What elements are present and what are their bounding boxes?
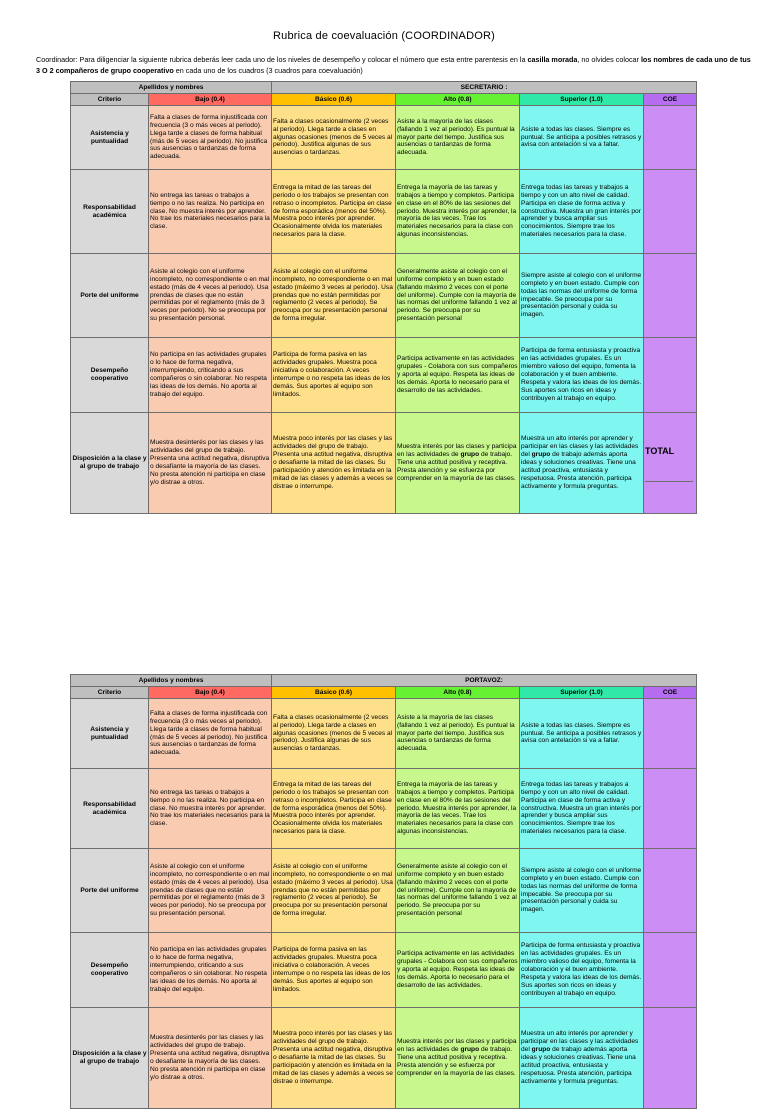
criterion-name: Porte del uniforme [71,254,149,338]
alto-header: Alto (0.8) [396,687,520,699]
sup-text-pre: Muestra un alto interés por aprender y participar en las clases y las actividades del [521,1030,639,1054]
table-row [71,413,697,514]
apellidos-header: Apellidos y nombres [71,675,272,687]
basico-descriptor: Falta a clases ocasionalmente (2 veces al periodo). Llega tarde a clases en algunas ocasiones (menos de 5 veces al periodo). Justifica algunas de sus ausencias o tardanzas. [272,699,396,769]
alto-text-post: de trabajo. Tiene una actitud positiva y receptiva. Presta atención y se esfuerza por comprender en la mayoría de las clases. [397,451,516,482]
table-row [71,170,697,254]
alto-header: Alto (0.8) [396,94,520,106]
superior-descriptor: Entrega todas las tareas y trabajos a tiempo y con un alto nivel de calidad. Participa en clase de forma activa y constructiva. Muestra un gran interés por aprender y busca ampliar sus conocimientos. Siempre trae los materiales necesarios para la clase. [520,170,644,254]
role-name-cell[interactable]: PORTAVOZ: [272,675,697,687]
basico-descriptor: Entrega la mitad de las tareas del periodo o los trabajos se presentan con retraso o incompletos. Participa en clase de forma esporádica (menos del 50%). Muestra poco interés por aprender. Ocasionalmente olvida los materiales necesarios para la clase. [272,769,396,849]
instructions [36,54,756,76]
criterio-header: Criterio [71,94,149,106]
bajo-descriptor: No participa en las actividades grupales o lo hace de forma negativa, interrumpiendo, criticando a sus compañeros o sin colaborar. No respeta las ideas de los demás. No aporta al trabajo del equipo. [149,933,272,1008]
criterion-name: Desempeño cooperativo [71,338,149,413]
bajo-descriptor: Muestra desinterés por las clases y las actividades del grupo de trabajo. Presenta una actitud negativa, disruptiva o desafiante la mayoría de las clases. No presta atención ni participa en clase y/o distrae a otros. [149,413,272,514]
criterion-name: Responsabilidad académica [71,769,149,849]
alto-text-pre: Muestra interés por las clases y participa en las actividades de [397,1038,517,1054]
basico-descriptor: Asiste al colegio con el uniforme incompleto, no correspondiente o en mal estado (máximo 3 veces al periodo). Usa prendas que no están permitidas por reglamento (2 veces al periodo). Se preocupa por su presentación personal de forma irregular. [272,849,396,933]
criterion-name: Desempeño cooperativo [71,933,149,1008]
superior-descriptor: Participa de forma entusiasta y proactiva en las actividades grupales. Es un miembro valioso del equipo, fomenta la colaboración y el buen ambiente. Respeta y valora las ideas de los demás. Sus aportes son ricos en ideas y contribuyen al trabajo en equipo. [520,338,644,413]
coe-score-cell[interactable] [644,254,697,338]
intro-bold-2: los nombres de cada uno de tus 3 O 2 compañeros de grupo cooperativo [36,55,751,75]
bajo-header: Bajo (0.4) [149,94,272,106]
table-row [71,849,697,933]
basico-descriptor: Muestra poco interés por las clases y las actividades del grupo de trabajo. Presenta una actitud negativa, disruptiva o desafiante la mitad de las clases. Su participación y atención es limitada en la mitad de las clases y además a veces se distrae o interrumpe. [272,1008,396,1109]
sup-text-pre: Muestra un alto interés por aprender y participar en las clases y las actividades del [521,435,639,459]
basico-descriptor: Muestra poco interés por las clases y las actividades del grupo de trabajo. Presenta una actitud negativa, disruptiva o desafiante la mitad de las clases. Su participación y atención es limitada en la mitad de las clases y además a veces se distrae o interrumpe. [272,413,396,514]
criterion-name: Asistencia y puntualidad [71,699,149,769]
role-name-cell[interactable]: SECRETARIO : [272,82,697,94]
criterion-name: Responsabilidad académica [71,170,149,254]
coe-score-cell[interactable] [644,338,697,413]
intro-text-2: , no olvides colocar [577,55,641,64]
basico-descriptor: Asiste al colegio con el uniforme incompleto, no correspondiente o en mal estado (máximo 3 veces al periodo). Usa prendas que no están permitidas por reglamento (2 veces al periodo). Se preocupa por su presentación personal de forma irregular. [272,254,396,338]
alto-descriptor: Generalmente asiste al colegio con el uniforme completo y en buen estado (fallando máximo 2 veces con el porte del uniforme). Cumple con la mayoría de las normas del uniforme fallando 1 vez al periodo. Se preocupa por su presentación personal [396,254,520,338]
alto-descriptor [396,413,520,514]
alto-text-post: de trabajo. Tiene una actitud positiva y receptiva. Presta atención y se esfuerza por comprender en la mayoría de las clases. [397,1046,516,1077]
table-row [71,769,697,849]
total-line [645,455,693,482]
bajo-descriptor: No entrega las tareas o trabajos a tiempo o no las realiza. No participa en clase. No muestra interés por aprender. No trae los materiales necesarios para la clase. [149,170,272,254]
table-row [71,338,697,413]
superior-descriptor: Asiste a todas las clases. Siempre es puntual. Se anticipa a posibles retrasos y avisa con antelación si va a faltar. [520,699,644,769]
bajo-descriptor: Asiste al colegio con el uniforme incompleto, no correspondiente o en mal estado (más de 4 veces al periodo). Usa prendas de clases que no están permitidas por el reglamento (más de 3 veces por periodo). No se preocupa por su presentación personal. [149,254,272,338]
rubric-table-secretario [70,81,697,514]
alto-descriptor: Generalmente asiste al colegio con el uniforme completo y en buen estado (fallando máximo 2 veces con el porte del uniforme). Cumple con la mayoría de las normas del uniforme fallando 1 vez al periodo. Se preocupa por su presentación personal [396,849,520,933]
table-row [71,933,697,1008]
alto-text-bold: grupo [460,1046,480,1054]
superior-descriptor: Siempre asiste al colegio con el uniforme completo y en buen estado. Cumple con todas las normas del uniforme de forma impecable. Se preocupa por su presentación personal y cuida su imagen. [520,849,644,933]
table-row [71,699,697,769]
criterio-header: Criterio [71,687,149,699]
criterion-name: Porte del uniforme [71,849,149,933]
sup-text-bold: grupo [531,1046,551,1054]
alto-descriptor [396,1008,520,1109]
superior-descriptor: Siempre asiste al colegio con el uniforme completo y en buen estado. Cumple con todas las normas del uniforme de forma impecable. Se preocupa por su presentación personal y cuida su imagen. [520,254,644,338]
coe-total-cell[interactable] [644,413,697,514]
alto-text-pre: Muestra interés por las clases y participa en las actividades de [397,443,517,459]
basico-descriptor: Entrega la mitad de las tareas del periodo o los trabajos se presentan con retraso o incompletos. Participa en clase de forma esporádica (menos del 50%). Muestra poco interés por aprender. Ocasionalmente olvida los materiales necesarios para la clase. [272,170,396,254]
coe-header: COE [644,687,697,699]
coe-score-cell[interactable] [644,933,697,1008]
criterion-name: Disposición a la clase y al grupo de trabajo [71,1008,149,1109]
coe-score-cell[interactable] [644,769,697,849]
coe-score-cell[interactable] [644,1008,697,1109]
table-row [71,1008,697,1109]
alto-text-bold: grupo [460,451,480,459]
superior-descriptor [520,413,644,514]
coe-score-cell[interactable] [644,170,697,254]
sup-text-post: de trabajo además aporta ideas y soluciones creativas. Tiene una actitud proactiva, entusiasta y respetuosa. Presta atención, participa activamente y formula preguntas. [521,451,636,490]
alto-descriptor: Participa activamente en las actividades grupales - Colabora con sus compañeros y aporta al equipo. Respeta las ideas de los demás. Aporta lo necesario para el desarrollo de las actividades. [396,338,520,413]
superior-header: Superior (1.0) [520,94,644,106]
alto-descriptor: Entrega la mayoría de las tareas y trabajos a tiempo y completos. Participa en clase en el 80% de las sesiones del periodo. Muestra interés por aprender, la mayoría de las veces. Trae los materiales necesarios para la clase con algunas inconsistencias. [396,170,520,254]
criterion-name: Disposición a la clase y al grupo de trabajo [71,413,149,514]
bajo-descriptor: No entrega las tareas o trabajos a tiempo o no las realiza. No participa en clase. No muestra interés por aprender. No trae los materiales necesarios para la clase. [149,769,272,849]
basico-descriptor: Falta a clases ocasionalmente (2 veces al periodo). Llega tarde a clases en algunas ocasiones (menos de 5 veces al periodo). Justifica algunas de sus ausencias o tardanzas. [272,106,396,170]
bajo-descriptor: No participa en las actividades grupales o lo hace de forma negativa, interrumpiendo, criticando a sus compañeros o sin colaborar. No respeta las ideas de los demás. No aporta al trabajo del equipo. [149,338,272,413]
intro-text-3: en cada uno de los cuadros (3 cuadros para coevaluación) [173,66,363,75]
bajo-descriptor: Muestra desinterés por las clases y las actividades del grupo de trabajo. Presenta una actitud negativa, disruptiva o desafiante la mayoría de las clases. No presta atención ni participa en clase y/o distrae a otros. [149,1008,272,1109]
sup-text-post: de trabajo además aporta ideas y soluciones creativas. Tiene una actitud proactiva, entusiasta y respetuosa. Presta atención, participa activamente y formula preguntas. [521,1046,636,1085]
table-row [71,254,697,338]
bajo-header: Bajo (0.4) [149,687,272,699]
coe-score-cell[interactable] [644,849,697,933]
basico-descriptor: Participa de forma pasiva en las actividades grupales. Muestra poca iniciativa o colaboración. A veces interrumpe o no respeta las ideas de los demás. Sus aportes al equipo son limitados. [272,338,396,413]
apellidos-header: Apellidos y nombres [71,82,272,94]
intro-text-1: Coordinador: Para diligenciar la siguiente rubrica deberás leer cada uno de los niveles de desempeño y colocar el número que esta entre parentesis en la [36,55,528,64]
basico-descriptor: Participa de forma pasiva en las actividades grupales. Muestra poca iniciativa o colaboración. A veces interrumpe o no respeta las ideas de los demás. Sus aportes al equipo son limitados. [272,933,396,1008]
superior-descriptor [520,1008,644,1109]
superior-descriptor: Asiste a todas las clases. Siempre es puntual. Se anticipa a posibles retrasos y avisa con antelación si va a faltar. [520,106,644,170]
alto-descriptor: Entrega la mayoría de las tareas y trabajos a tiempo y completos. Participa en clase en el 80% de las sesiones del periodo. Muestra interés por aprender, la mayoría de las veces. Trae los materiales necesarios para la clase con algunas inconsistencias. [396,769,520,849]
basico-header: Básico (0.6) [272,94,396,106]
bajo-descriptor: Falta a clases de forma injustificada con frecuencia (3 o más veces al periodo). Llega tarde a clases de forma habitual (más de 5 veces al periodo). No justifica sus ausencias o tardanzas de forma adecuada. [149,106,272,170]
bajo-descriptor: Asiste al colegio con el uniforme incompleto, no correspondiente o en mal estado (más de 4 veces al periodo). Usa prendas de clases que no están permitidas por el reglamento (más de 3 veces por periodo). No se preocupa por su presentación personal. [149,849,272,933]
bajo-descriptor: Falta a clases de forma injustificada con frecuencia (3 o más veces al periodo). Llega tarde a clases de forma habitual (más de 5 veces al periodo). No justifica sus ausencias o tardanzas de forma adecuada. [149,699,272,769]
alto-descriptor: Asiste a la mayoría de las clases (fallando 1 vez al periodo). Es puntual la mayor parte del tiempo. Justifica sus ausencias o tardanzas de forma adecuada. [396,699,520,769]
rubric-table-portavoz [70,674,697,1109]
superior-descriptor: Participa de forma entusiasta y proactiva en las actividades grupales. Es un miembro valioso del equipo, fomenta la colaboración y el buen ambiente. Respeta y valora las ideas de los demás. Sus aportes son ricos en ideas y contribuyen al trabajo en equipo. [520,933,644,1008]
intro-bold-1: casilla morada [527,55,578,64]
criterion-name: Asistencia y puntualidad [71,106,149,170]
superior-header: Superior (1.0) [520,687,644,699]
coe-score-cell[interactable] [644,699,697,769]
sup-text-bold: grupo [531,451,551,459]
total-label: TOTAL [645,445,675,456]
alto-descriptor: Participa activamente en las actividades grupales - Colabora con sus compañeros y aporta al equipo. Respeta las ideas de los demás. Aporta lo necesario para el desarrollo de las actividades. [396,933,520,1008]
basico-header: Básico (0.6) [272,687,396,699]
coe-score-cell[interactable] [644,106,697,170]
page-title: Rubrica de coevaluación (COORDINADOR) [273,30,495,42]
table-row [71,106,697,170]
coe-header: COE [644,94,697,106]
alto-descriptor: Asiste a la mayoría de las clases (fallando 1 vez al periodo). Es puntual la mayor parte del tiempo. Justifica sus ausencias o tardanzas de forma adecuada. [396,106,520,170]
superior-descriptor: Entrega todas las tareas y trabajos a tiempo y con un alto nivel de calidad. Participa en clase de forma activa y constructiva. Muestra un gran interés por aprender y busca ampliar sus conocimientos. Siempre trae los materiales necesarios para la clase. [520,769,644,849]
